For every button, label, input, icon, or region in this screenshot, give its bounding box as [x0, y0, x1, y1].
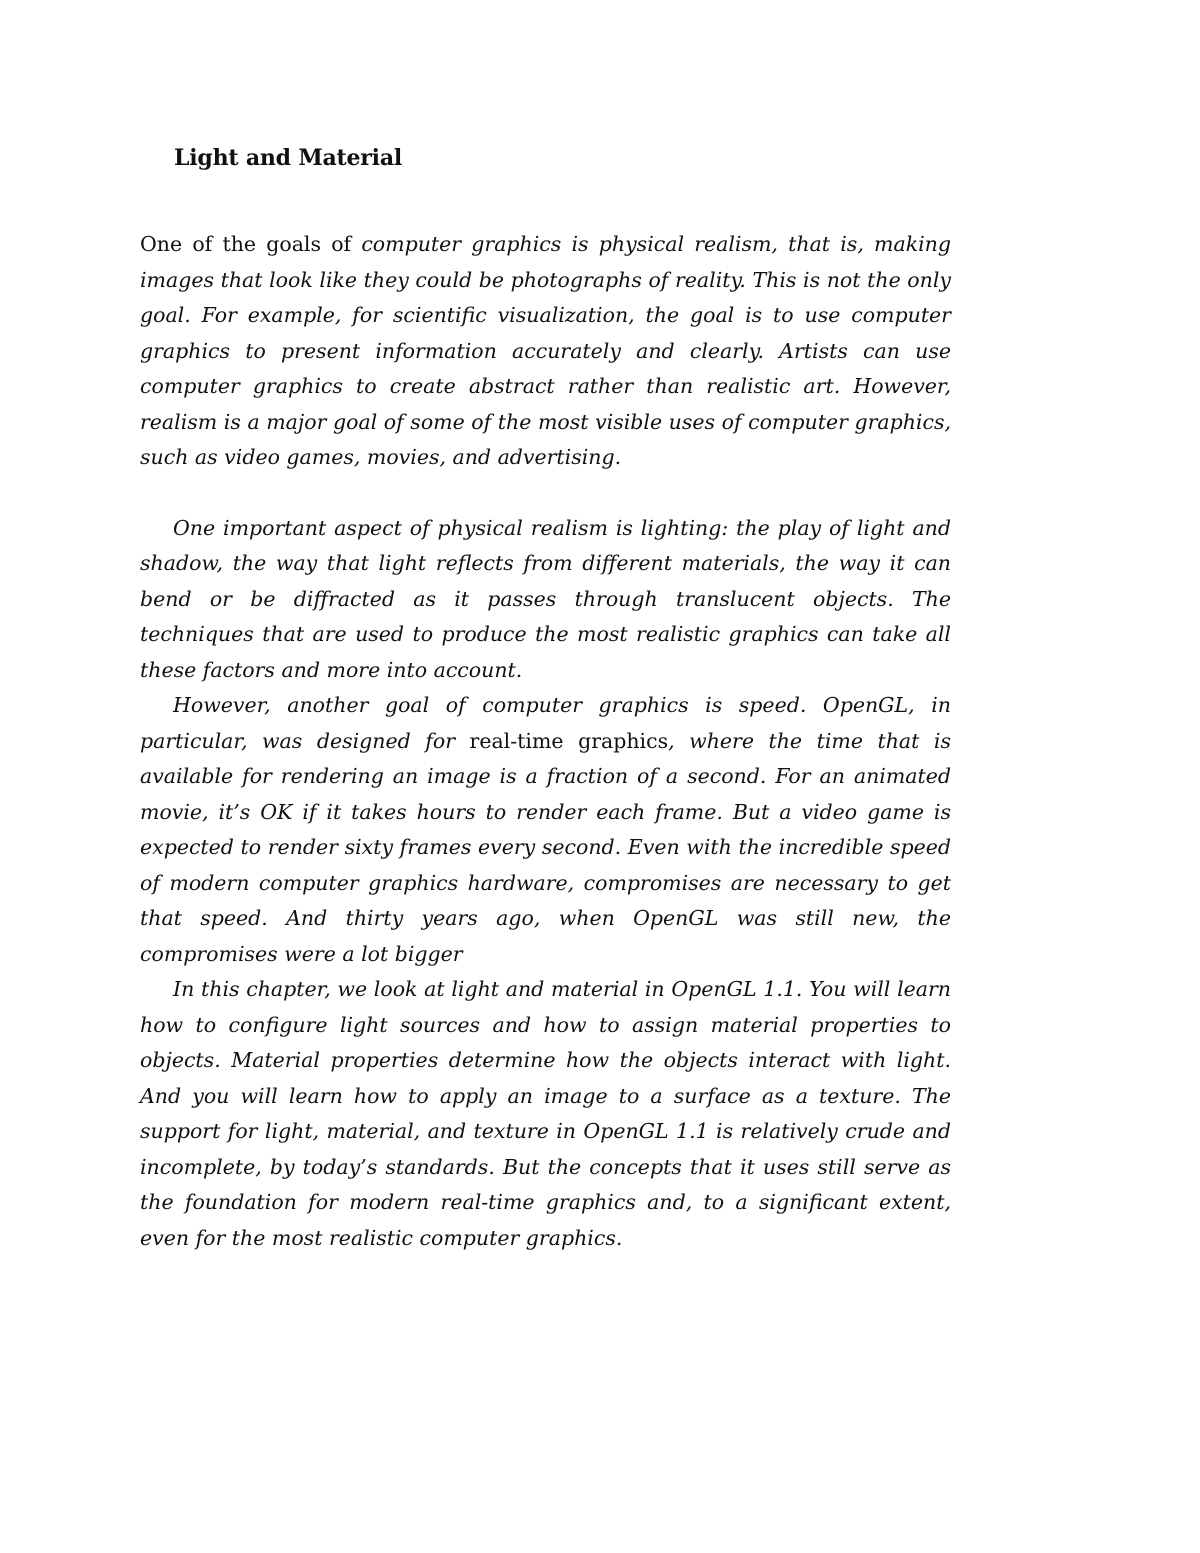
paragraph-speed-start: However, another goal of computer graphics is speed. OpenGL, in particular, was designed for	[140, 693, 951, 753]
paragraph-intro	[140, 227, 951, 476]
section-title: Light and Material	[174, 145, 403, 171]
paragraph-speed-end: , where the time that is available for rendering an image is a fraction of a second. For an animated movie, it’s OK if it takes hours to render each frame. But a video game is expected to render sixty frames every second. Even with the incredible speed of modern computer graphics hardware, compromises are necessary to get that speed. And thirty years ago, when OpenGL was still new, the compromises were a lot bigger	[140, 728, 951, 966]
paragraph-speed	[140, 688, 951, 972]
paragraph-intro-body: computer graphics is physical realism, that is, making images that look like they could be photographs of reality. This is not the only goal. For example, for scientific visualization, the goal is to use computer graphics to present information accurately and clearly. Artists can use computer graphics to create abstract rather than realistic art. However, realism is a major goal of some of the most visible uses of computer graphics, such as video games, movies, and advertising.	[140, 232, 951, 469]
paragraph-chapter-overview: In this chapter, we look at light and material in OpenGL 1.1. You will learn how to configure light sources and how to assign material properties to objects. Material properties determine how the objects interact with light. And you will learn how to apply an image to a surface as a texture. The support for light, material, and texture in OpenGL 1.1 is relatively crude and incomplete, by today’s standards. But the concepts that it uses still serve as the foundation for modern real-time graphics and, to a significant extent, even for the most realistic computer graphics.	[140, 977, 951, 1250]
paragraph-intro-lead: One of the goals of	[140, 232, 352, 256]
real-time-graphics-term: real-time graphics	[469, 728, 669, 753]
paragraph-lighting: One important aspect of physical realism is lighting: the play of light and shadow, the way that light reflects from different materials, the way it can bend or be diffracted as it passes through translucent objects. The techniques that are used to produce the most realistic graphics can take all these factors and more into account.	[140, 515, 951, 682]
document-page	[140, 138, 951, 1256]
